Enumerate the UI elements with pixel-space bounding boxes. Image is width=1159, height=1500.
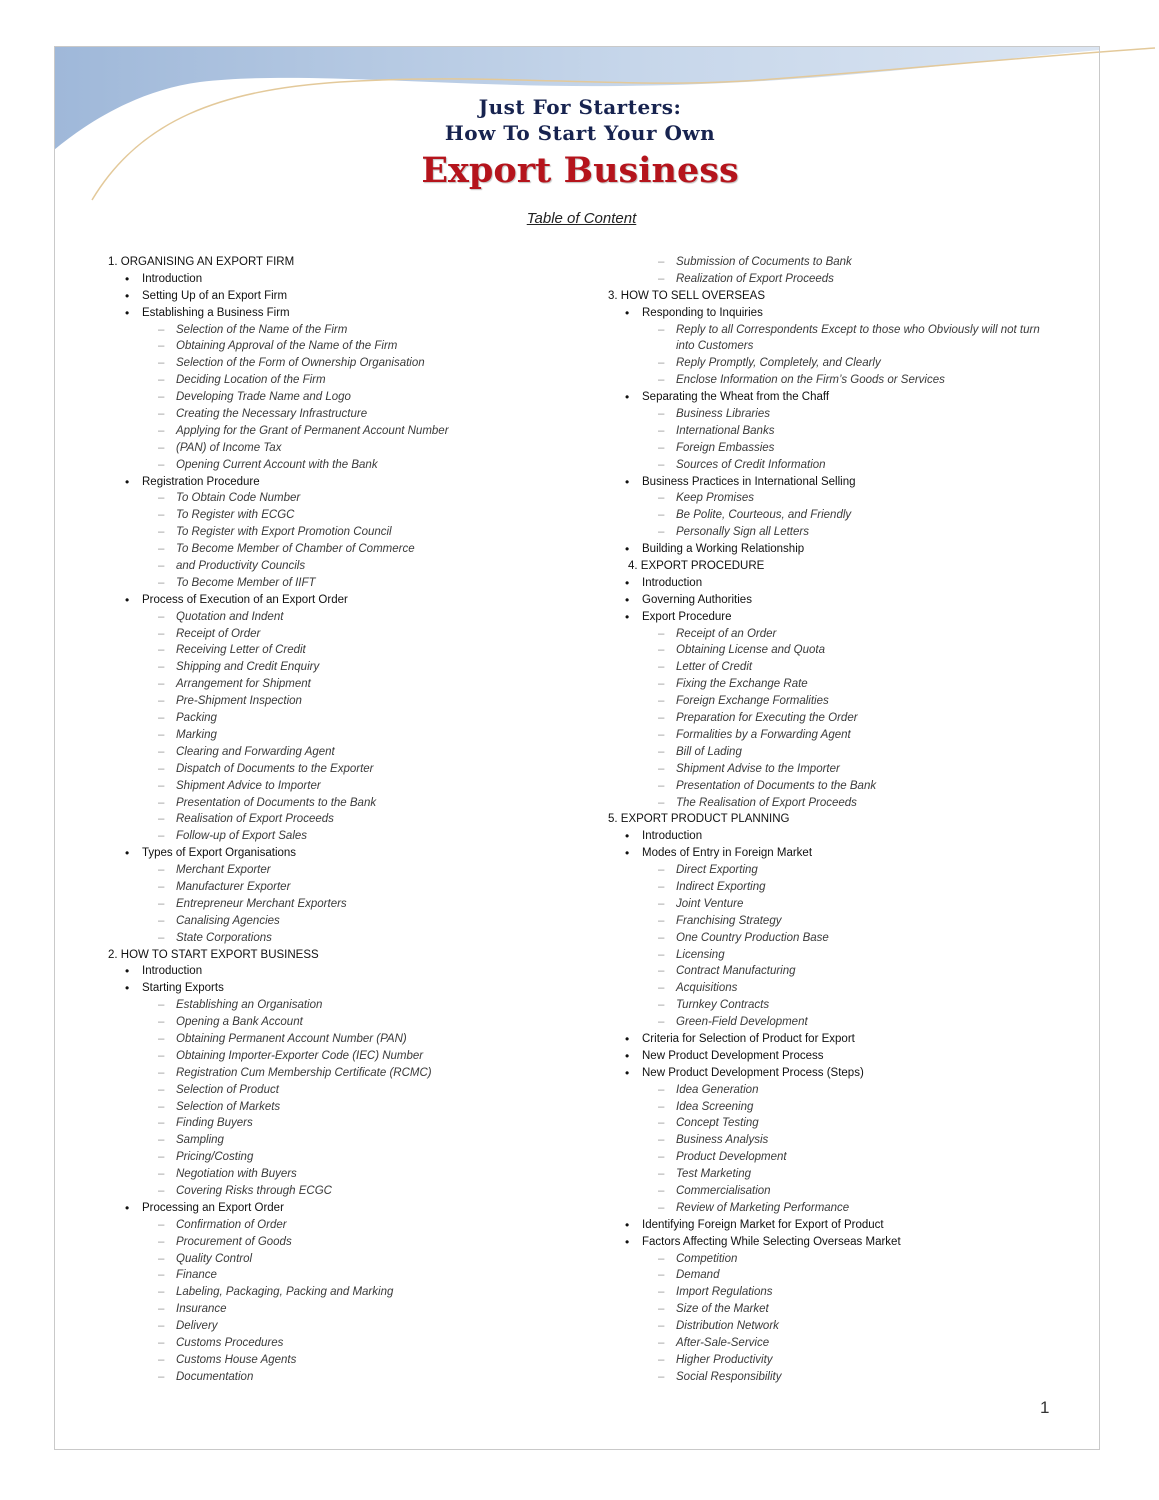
toc-subitem: – Preparation for Executing the Order <box>608 710 1078 727</box>
toc-bullet-item: • New Product Development Process <box>608 1048 1078 1065</box>
toc-subitem: – Covering Risks through ECGC <box>108 1183 588 1200</box>
toc-subitem: – Joint Venture <box>608 896 1078 913</box>
toc-subitem: – Higher Productivity <box>608 1352 1078 1369</box>
toc-section-heading: 3. HOW TO SELL OVERSEAS <box>608 289 766 302</box>
toc-bullet-item: • Identifying Foreign Market for Export of Product <box>608 1217 1078 1234</box>
toc-left-column <box>108 254 588 1386</box>
toc-subitem: – Sampling <box>108 1132 588 1149</box>
toc-subitem: – Letter of Credit <box>608 659 1078 676</box>
toc-subitem: – Creating the Necessary Infrastructure <box>108 406 588 423</box>
toc-subitem: – Documentation <box>108 1369 588 1386</box>
toc-bullet-item: • Types of Export Organisations <box>108 845 588 862</box>
toc-bullet-item: • Registration Procedure <box>108 474 588 491</box>
toc-section-heading: 5. EXPORT PRODUCT PLANNING <box>608 813 790 826</box>
toc-subitem: – Foreign Embassies <box>608 440 1078 457</box>
toc-subitem: – Registration Cum Membership Certificate (RCMC) <box>108 1065 588 1082</box>
toc-section-heading: 1. ORGANISING AN EXPORT FIRM <box>108 256 295 268</box>
toc-bullet-item: • Factors Affecting While Selecting Overseas Market <box>608 1234 1078 1251</box>
title-line-1: Just For Starters: <box>478 95 682 119</box>
toc-bullet-item: • Export Procedure <box>608 609 1078 626</box>
toc-subitem: – Arrangement for Shipment <box>108 676 588 693</box>
toc-subitem: – Concept Testing <box>608 1115 1078 1132</box>
toc-bullet-item: • Establishing a Business Firm <box>108 305 588 322</box>
toc-subitem: – Selection of Product <box>108 1082 588 1099</box>
toc-subitem: – Manufacturer Exporter <box>108 879 588 896</box>
toc-subitem: – Foreign Exchange Formalities <box>608 693 1078 710</box>
toc-subitem: – Opening a Bank Account <box>108 1014 588 1031</box>
toc-subitem: – Shipping and Credit Enquiry <box>108 659 588 676</box>
toc-subitem: – Business Analysis <box>608 1132 1078 1149</box>
toc-subitem: – Applying for the Grant of Permanent Account Number <box>108 423 588 440</box>
toc-bullet-item: • Process of Execution of an Export Order <box>108 592 588 609</box>
toc-bullet-item: • Introduction <box>608 575 1078 592</box>
toc-subitem: – Idea Generation <box>608 1082 1078 1099</box>
toc-bullet-item: • Building a Working Relationship <box>608 541 1078 558</box>
toc-subitem: – Customs House Agents <box>108 1352 588 1369</box>
toc-subitem: – Entrepreneur Merchant Exporters <box>108 896 588 913</box>
toc-subitem: – Pre-Shipment Inspection <box>108 693 588 710</box>
toc-subitem: – Merchant Exporter <box>108 862 588 879</box>
toc-subitem: – Selection of the Form of Ownership Organisation <box>108 355 588 372</box>
toc-subitem: – (PAN) of Income Tax <box>108 440 588 457</box>
toc-bullet-item: • Introduction <box>108 271 588 288</box>
toc-subitem: – Contract Manufacturing <box>608 963 1078 980</box>
toc-subitem: – Pricing/Costing <box>108 1149 588 1166</box>
toc-subitem: – To Become Member of IIFT <box>108 575 588 592</box>
toc-subitem: – Fixing the Exchange Rate <box>608 676 1078 693</box>
toc-subitem: – Formalities by a Forwarding Agent <box>608 727 1078 744</box>
toc-subitem: – Selection of the Name of the Firm <box>108 322 588 339</box>
toc-subitem: – Opening Current Account with the Bank <box>108 457 588 474</box>
toc-subitem: – Obtaining License and Quota <box>608 642 1078 659</box>
toc-subitem: – Developing Trade Name and Logo <box>108 389 588 406</box>
toc-subitem: – Reply to all Correspondents Except to those who Obviously will not turn <box>608 322 1078 339</box>
title-line-2: How To Start Your Own <box>444 121 716 145</box>
toc-subitem: – Commercialisation <box>608 1183 1078 1200</box>
toc-subitem: – Negotiation with Buyers <box>108 1166 588 1183</box>
toc-subitem: – Receipt of Order <box>108 626 588 643</box>
toc-subitem: – Keep Promises <box>608 490 1078 507</box>
toc-subitem: – To Register with ECGC <box>108 507 588 524</box>
toc-subitem: – Green-Field Development <box>608 1014 1078 1031</box>
toc-bullet-item: • Separating the Wheat from the Chaff <box>608 389 1078 406</box>
toc-subitem: – Quotation and Indent <box>108 609 588 626</box>
toc-subitem: – Obtaining Importer-Exporter Code (IEC) Number <box>108 1048 588 1065</box>
toc-bullet-item: • Modes of Entry in Foreign Market <box>608 845 1078 862</box>
toc-subitem: – Shipment Advice to Importer <box>108 778 588 795</box>
toc-subitem: – Be Polite, Courteous, and Friendly <box>608 507 1078 524</box>
toc-section-heading: 4. EXPORT PROCEDURE <box>628 560 765 573</box>
toc-subitem: – To Obtain Code Number <box>108 490 588 507</box>
toc-subitem: – Deciding Location of the Firm <box>108 372 588 389</box>
toc-right-column <box>608 254 1078 1386</box>
toc-subitem: – Dispatch of Documents to the Exporter <box>108 761 588 778</box>
toc-subitem: – Review of Marketing Performance <box>608 1200 1078 1217</box>
toc-subitem: – After-Sale-Service <box>608 1335 1078 1352</box>
toc-subitem: – Obtaining Permanent Account Number (PAN) <box>108 1031 588 1048</box>
toc-subitem: – The Realisation of Export Proceeds <box>608 795 1078 812</box>
toc-bullet-item: • Starting Exports <box>108 980 588 997</box>
toc-subitem: – Social Responsibility <box>608 1369 1078 1386</box>
toc-subitem: – Presentation of Documents to the Bank <box>608 778 1078 795</box>
toc-subitem: – International Banks <box>608 423 1078 440</box>
toc-subitem: – Delivery <box>108 1318 588 1335</box>
toc-subitem: – State Corporations <box>108 930 588 947</box>
toc-subitem: – Demand <box>608 1267 1078 1284</box>
toc-subitem: – Franchising Strategy <box>608 913 1078 930</box>
toc-subitem: – Acquisitions <box>608 980 1078 997</box>
toc-subitem: – Finding Buyers <box>108 1115 588 1132</box>
toc-subitem: – and Productivity Councils <box>108 558 588 575</box>
toc-subitem: – Realization of Export Proceeds <box>608 271 1078 288</box>
toc-subitem: – Distribution Network <box>608 1318 1078 1335</box>
toc-subitem: – Confirmation of Order <box>108 1217 588 1234</box>
toc-subitem: – One Country Production Base <box>608 930 1078 947</box>
toc-subitem: – Packing <box>108 710 588 727</box>
toc-bullet-item: • Setting Up of an Export Firm <box>108 288 588 305</box>
toc-subitem: – Licensing <box>608 947 1078 964</box>
toc-subitem: – Finance <box>108 1267 588 1284</box>
toc-subitem: – Canalising Agencies <box>108 913 588 930</box>
toc-subitem: – Submission of Cocuments to Bank <box>608 254 1078 271</box>
toc-section-heading: 2. HOW TO START EXPORT BUSINESS <box>108 948 319 961</box>
toc-subitem: – Bill of Lading <box>608 744 1078 761</box>
toc-subitem: – Import Regulations <box>608 1284 1078 1301</box>
toc-subitem: – Product Development <box>608 1149 1078 1166</box>
toc-subitem: – Quality Control <box>108 1251 588 1268</box>
toc-bullet-item: • Criteria for Selection of Product for Export <box>608 1031 1078 1048</box>
toc-subitem: – Realisation of Export Proceeds <box>108 811 588 828</box>
toc-bullet-item: • New Product Development Process (Steps) <box>608 1065 1078 1082</box>
toc-subitem: – Establishing an Organisation <box>108 997 588 1014</box>
toc-subitem: – Enclose Information on the Firm’s Goods or Services <box>608 372 1078 389</box>
toc-subitem: – Presentation of Documents to the Bank <box>108 795 588 812</box>
toc-subitem: – Clearing and Forwarding Agent <box>108 744 588 761</box>
toc-subitem: – Receiving Letter of Credit <box>108 642 588 659</box>
toc-subitem: – Labeling, Packaging, Packing and Marking <box>108 1284 588 1301</box>
title-main: Export Business <box>421 150 739 191</box>
toc-subitem: – Size of the Market <box>608 1301 1078 1318</box>
toc-subitem: – Receipt of an Order <box>608 626 1078 643</box>
page-number: 1 <box>1040 1398 1050 1417</box>
toc-subitem: – Business Libraries <box>608 406 1078 423</box>
toc-subitem: – Reply Promptly, Completely, and Clearly <box>608 355 1078 372</box>
toc-subitem: – To Register with Export Promotion Council <box>108 524 588 541</box>
toc-subitem: – Competition <box>608 1251 1078 1268</box>
toc-subitem: – Follow-up of Export Sales <box>108 828 588 845</box>
toc-subitem: – Marking <box>108 727 588 744</box>
toc-subitem: – Procurement of Goods <box>108 1234 588 1251</box>
toc-bullet-item: • Governing Authorities <box>608 592 1078 609</box>
title-block <box>300 94 860 194</box>
toc-bullet-item: • Business Practices in International Selling <box>608 474 1078 491</box>
toc-bullet-item: • Responding to Inquiries <box>608 305 1078 322</box>
toc-subitem: – Selection of Markets <box>108 1099 588 1116</box>
toc-subitem: – To Become Member of Chamber of Commerce <box>108 541 588 558</box>
toc-subitem: – Shipment Advise to the Importer <box>608 761 1078 778</box>
toc-bullet-item: • Introduction <box>108 963 588 980</box>
toc-subitem: – Insurance <box>108 1301 588 1318</box>
toc-bullet-item: • Processing an Export Order <box>108 1200 588 1217</box>
toc-subitem-continuation: into Customers <box>676 340 754 353</box>
toc-subitem: – Direct Exporting <box>608 862 1078 879</box>
toc-subitem: – Obtaining Approval of the Name of the Firm <box>108 338 588 355</box>
toc-subitem: – Customs Procedures <box>108 1335 588 1352</box>
toc-subitem: – Indirect Exporting <box>608 879 1078 896</box>
toc-subitem: – Sources of Credit Information <box>608 457 1078 474</box>
toc-subitem: – Idea Screening <box>608 1099 1078 1116</box>
toc-subitem: – Turnkey Contracts <box>608 997 1078 1014</box>
toc-subitem: – Personally Sign all Letters <box>608 524 1078 541</box>
toc-heading: Table of Content <box>526 210 637 227</box>
toc-bullet-item: • Introduction <box>608 828 1078 845</box>
toc-subitem: – Test Marketing <box>608 1166 1078 1183</box>
